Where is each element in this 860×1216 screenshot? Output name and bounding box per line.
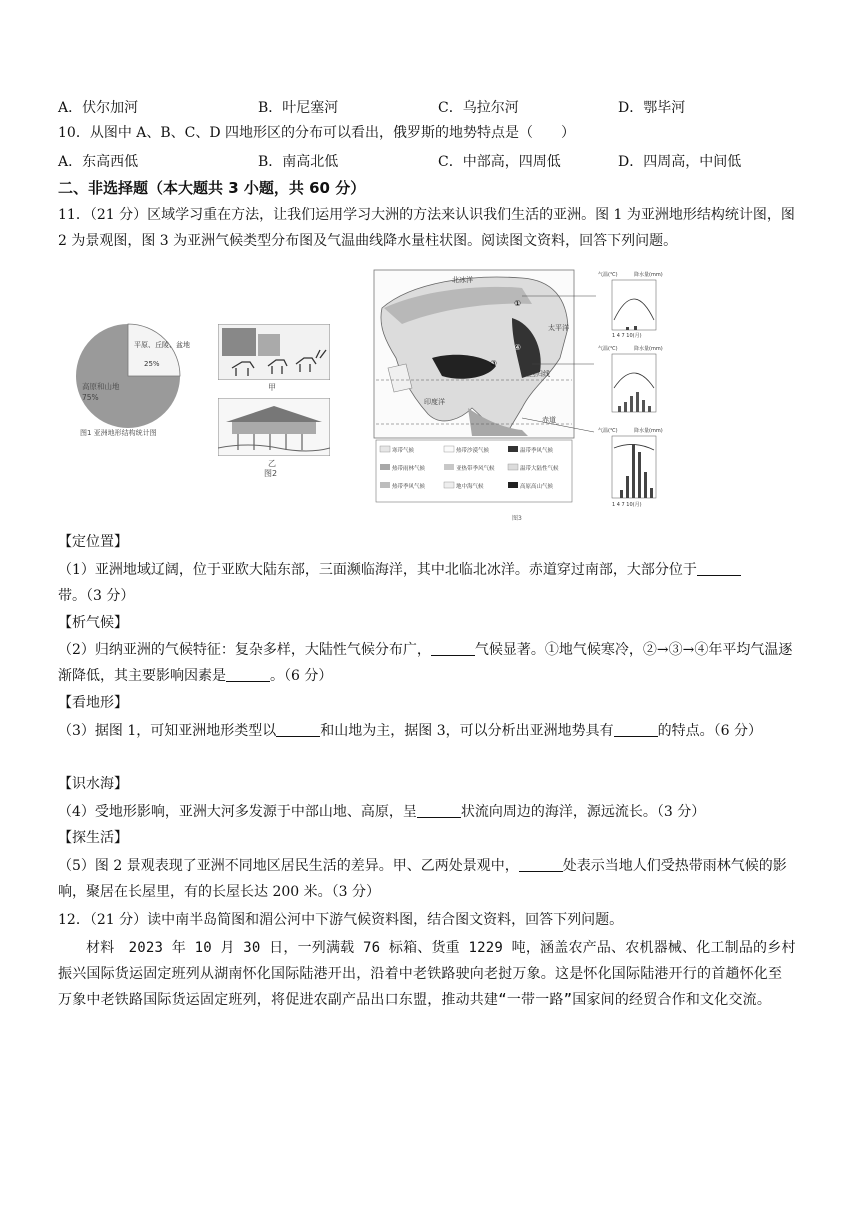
blank-2[interactable] bbox=[431, 641, 475, 656]
blank-6[interactable] bbox=[417, 803, 461, 818]
q11-p3-text: （3）据图 1，可知亚洲地形类型以 bbox=[58, 723, 277, 739]
chart2-precip-label: 降水量(mm) bbox=[634, 346, 663, 352]
legend-2: 热带沙漠气候 bbox=[456, 448, 490, 454]
q10-option-c: C．中部高，四周低 bbox=[438, 154, 561, 170]
pie-slice-plain bbox=[128, 324, 180, 376]
label-tropic: 北回归线 bbox=[522, 370, 550, 378]
landscape-photo-yi bbox=[218, 398, 330, 456]
q12-stem: 12．（21 分）读中南半岛简图和湄公河中下游气候资料图，结合图文资料，回答下列问题。 bbox=[58, 912, 624, 928]
chart2-temp-label: 气温(℃) bbox=[598, 346, 618, 352]
section-heading: 二、非选择题（本大题共 3 小题，共 60 分） bbox=[58, 179, 366, 197]
q11-p2-mid: 气候显著。①地气候寒冷，②→③→④年平均气温逐渐降低，其主要影响因素是 bbox=[58, 642, 793, 684]
q9-option-d: D．鄂毕河 bbox=[618, 100, 686, 116]
q11-p2-text: （2）归纳亚洲的气候特征：复杂多样，大陆性气候分布广， bbox=[58, 642, 431, 658]
label-equator: 赤道 bbox=[542, 416, 556, 424]
terrain-pie-chart bbox=[70, 320, 200, 430]
legend-1: 寒带气候 bbox=[392, 448, 415, 454]
q9-option-a: A．伏尔加河 bbox=[58, 100, 139, 116]
heading-terrain: 【看地形】 bbox=[58, 695, 128, 711]
pie-label-plain: 平原、丘陵、盆地 bbox=[134, 341, 190, 349]
q11-part3 bbox=[58, 718, 796, 744]
q11-p4-text: （4）受地形影响，亚洲大河多发源于中部山地、高原，呈 bbox=[58, 804, 417, 820]
chart1-months: 1 4 7 10(月) bbox=[612, 333, 642, 339]
q11-p1-tail: 带。（3 分） bbox=[58, 588, 135, 604]
climate-chart-3 bbox=[598, 427, 663, 508]
heading-locate: 【定位置】 bbox=[58, 534, 128, 550]
chart3-temp-label: 气温(℃) bbox=[598, 428, 618, 434]
label-yi: 乙 bbox=[268, 459, 276, 468]
q11-p5-tail: 处表示当地人们受热带雨林气候的影响，聚居在长屋里，有的长屋长达 200 米。（3 分） bbox=[58, 858, 787, 900]
chart3-months: 1 4 7 10(月) bbox=[612, 502, 642, 508]
figure-2-caption: 图2 bbox=[264, 469, 278, 478]
pie-pct-plateau: 75% bbox=[82, 393, 99, 402]
q10-stem: 10．从图中 A、B、C、D 四地形区的分布可以看出，俄罗斯的地势特点是（ ） bbox=[58, 125, 576, 141]
label-n4: ④ bbox=[514, 343, 522, 352]
q10-option-d: D．四周高，中间低 bbox=[618, 154, 742, 170]
legend-8: 地中海气候 bbox=[456, 484, 484, 490]
figure-1-caption: 图1 亚洲地形结构统计图 bbox=[80, 429, 157, 437]
q11-part5 bbox=[58, 853, 796, 905]
blank-5[interactable] bbox=[614, 722, 658, 737]
climate-chart-2 bbox=[598, 345, 663, 412]
label-n1: ① bbox=[514, 299, 522, 308]
blank-4[interactable] bbox=[276, 722, 320, 737]
legend-9: 高原高山气候 bbox=[520, 484, 554, 490]
q11-p3-mid: 和山地为主，据图 3，可以分析出亚洲地势具有 bbox=[320, 723, 614, 739]
q11-p4-tail: 状流向周边的海洋，源远流长。（3 分） bbox=[460, 804, 706, 820]
chart3-precip-label: 降水量(mm) bbox=[634, 428, 663, 434]
blank-3[interactable] bbox=[226, 667, 270, 682]
pie-label-plateau: 高原和山地 bbox=[82, 382, 120, 391]
q11-p3-tail: 的特点。（6 分） bbox=[657, 723, 762, 739]
q9-option-b: B．叶尼塞河 bbox=[258, 100, 339, 116]
label-jia: 甲 bbox=[268, 383, 276, 392]
figure-3-caption: 图3 bbox=[512, 515, 522, 522]
label-arctic: 北冰洋 bbox=[452, 276, 473, 284]
figure-3 bbox=[372, 268, 794, 524]
legend-5: 亚热带季风气候 bbox=[456, 466, 495, 472]
blank-7[interactable] bbox=[519, 857, 563, 872]
blank-1[interactable] bbox=[697, 561, 741, 576]
q10-option-a: A．东高西低 bbox=[58, 154, 139, 170]
label-indian: 印度洋 bbox=[424, 398, 445, 406]
asia-climate-map bbox=[372, 268, 794, 524]
legend-3: 温带季风气候 bbox=[520, 448, 554, 454]
legend-4: 热带雨林气候 bbox=[392, 466, 426, 472]
q11-p2-tail: 。（6 分） bbox=[270, 668, 333, 684]
climate-chart-1 bbox=[598, 271, 663, 339]
chart1-precip-label: 降水量(mm) bbox=[634, 272, 663, 278]
label-n3: ③ bbox=[490, 359, 498, 368]
legend-6: 温带大陆性气候 bbox=[520, 466, 559, 472]
heading-climate: 【析气候】 bbox=[58, 615, 128, 631]
q12-material: 材料 2023 年 10 月 30 日，一列满载 76 标箱、货重 1229 吨，涵盖农产品、农机器械、化工制品的乡村振兴国际货运固定班列从湖南怀化国际陆港开出，沿着中老铁路驶向老挝万象。这是怀化国际陆港开行的首趟怀化至万象中老铁路国际货运固定班列，将促进农副产品出口东盟，推动共建“一带一路”国家间的经贸合作和文化交流。 bbox=[58, 940, 796, 1008]
q11-part2 bbox=[58, 637, 796, 689]
heading-life: 【探生活】 bbox=[58, 830, 128, 846]
figure-2 bbox=[218, 324, 330, 478]
map-legend bbox=[376, 440, 572, 502]
figure-1 bbox=[70, 320, 200, 450]
q11-part4 bbox=[58, 799, 796, 825]
q11-part1 bbox=[58, 557, 796, 609]
chart1-temp-label: 气温(℃) bbox=[598, 272, 618, 278]
q11-intro: 11．（21 分）区域学习重在方法，让我们运用学习大洲的方法来认识我们生活的亚洲。图 1 为亚洲地形结构统计图，图 2 为景观图，图 3 为亚洲气候类型分布图及气温曲线降水量柱状图。阅读图文资料，回答下列问题。 bbox=[58, 207, 795, 249]
q11-p5-text: （5）图 2 景观表现了亚洲不同地区居民生活的差异。甲、乙两处景观中， bbox=[58, 858, 519, 874]
landscape-photo-jia bbox=[218, 324, 330, 380]
q9-option-c: C．乌拉尔河 bbox=[438, 100, 519, 116]
legend-7: 热带季风气候 bbox=[392, 484, 426, 490]
q11-p1-text: （1）亚洲地域辽阔，位于亚欧大陆东部，三面濒临海洋，其中北临北冰洋。赤道穿过南部，大部分位于 bbox=[58, 562, 697, 578]
heading-water: 【识水海】 bbox=[58, 776, 128, 792]
q10-option-b: B．南高北低 bbox=[258, 154, 339, 170]
label-pacific: 太平洋 bbox=[548, 324, 569, 332]
pie-pct-plain: 25% bbox=[144, 360, 160, 368]
